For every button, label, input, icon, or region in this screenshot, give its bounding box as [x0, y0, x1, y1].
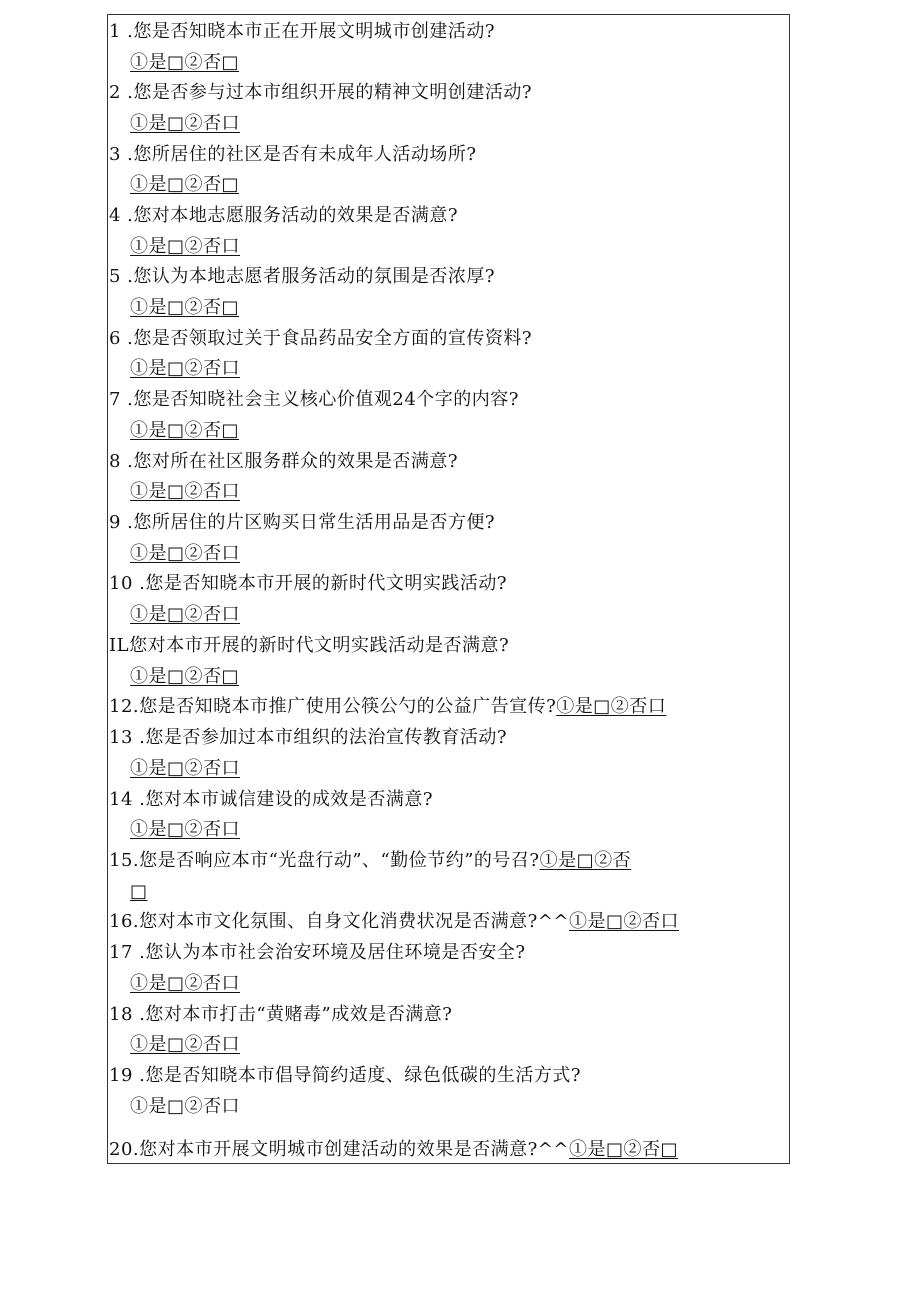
- question-9: 9 .您所居住的片区购买日常生活用品是否方便?: [109, 512, 496, 533]
- answer-options-6[interactable]: ①是□②否口: [130, 358, 241, 379]
- answer-options-5[interactable]: ①是□②否□: [130, 297, 240, 318]
- question-15: 15.您是否响应本市“光盘行动”、“勤俭节约”的号召?: [109, 850, 540, 871]
- question-20-row: [109, 1138, 678, 1162]
- question-14: 14 .您对本市诚信建设的成效是否满意?: [109, 789, 433, 810]
- answer-options-11[interactable]: ①是□②否□: [130, 666, 240, 687]
- answer-options-13[interactable]: ①是□②否口: [130, 758, 241, 779]
- question-16: 16.您对本市文化氛围、自身文化消费状况是否满意?^^: [109, 911, 569, 932]
- question-6: 6 .您是否领取过关于食品药品安全方面的宣传资料?: [109, 328, 533, 349]
- question-15-row: [109, 849, 631, 873]
- question-16-row: [109, 910, 679, 934]
- answer-options-15-wrap[interactable]: □: [130, 881, 148, 902]
- question-10: 10 .您是否知晓本市开展的新时代文明实践活动?: [109, 573, 507, 594]
- question-2: 2 .您是否参与过本市组织开展的精神文明创建活动?: [109, 82, 533, 103]
- answer-options-18[interactable]: ①是□②否口: [130, 1034, 241, 1055]
- answer-options-1[interactable]: ①是□②否□: [130, 52, 240, 73]
- answer-options-15[interactable]: ①是□②否: [539, 850, 632, 871]
- question-11: IL您对本市开展的新时代文明实践活动是否满意?: [109, 635, 510, 656]
- question-12-row: [109, 695, 666, 719]
- question-3: 3 .您所居住的社区是否有未成年人活动场所?: [109, 144, 477, 165]
- question-7: 7 .您是否知晓社会主义核心价值观24个字的内容?: [109, 389, 519, 410]
- answer-options-10[interactable]: ①是□②否口: [130, 604, 241, 625]
- question-4: 4 .您对本地志愿服务活动的效果是否满意?: [109, 205, 459, 226]
- answer-options-4[interactable]: ①是□②否口: [130, 236, 241, 257]
- question-19: 19 .您是否知晓本市倡导简约适度、绿色低碳的生活方式?: [109, 1065, 581, 1086]
- question-8: 8 .您对所在社区服务群众的效果是否满意?: [109, 451, 459, 472]
- question-1: 1 .您是否知晓本市正在开展文明城市创建活动?: [109, 21, 496, 42]
- answer-options-17[interactable]: ①是□②否口: [130, 973, 241, 994]
- answer-options-12[interactable]: ①是□②否口: [556, 696, 667, 717]
- question-13: 13 .您是否参加过本市组织的法治宣传教育活动?: [109, 727, 507, 748]
- question-20: 20.您对本市开展文明城市创建活动的效果是否满意?^^: [109, 1139, 569, 1160]
- answer-options-19[interactable]: ①是□②否口: [130, 1096, 241, 1117]
- answer-options-16[interactable]: ①是□②否口: [568, 911, 679, 932]
- question-12: 12.您是否知晓本市推广使用公筷公勺的公益广告宣传?: [109, 696, 557, 717]
- question-5: 5 .您认为本地志愿者服务活动的氛围是否浓厚?: [109, 266, 496, 287]
- answer-options-8[interactable]: ①是□②否口: [130, 481, 241, 502]
- answer-options-7[interactable]: ①是□②否□: [130, 420, 240, 441]
- answer-options-14[interactable]: ①是□②否口: [130, 819, 241, 840]
- answer-options-9[interactable]: ①是□②否口: [130, 543, 241, 564]
- answer-options-2[interactable]: ①是□②否口: [130, 113, 241, 134]
- question-17: 17 .您认为本市社会治安环境及居住环境是否安全?: [109, 942, 526, 963]
- answer-options-20[interactable]: ①是□②否□: [568, 1139, 678, 1160]
- question-18: 18 .您对本市打击“黄赌毒”成效是否满意?: [109, 1004, 453, 1025]
- answer-options-3[interactable]: ①是□②否□: [130, 174, 240, 195]
